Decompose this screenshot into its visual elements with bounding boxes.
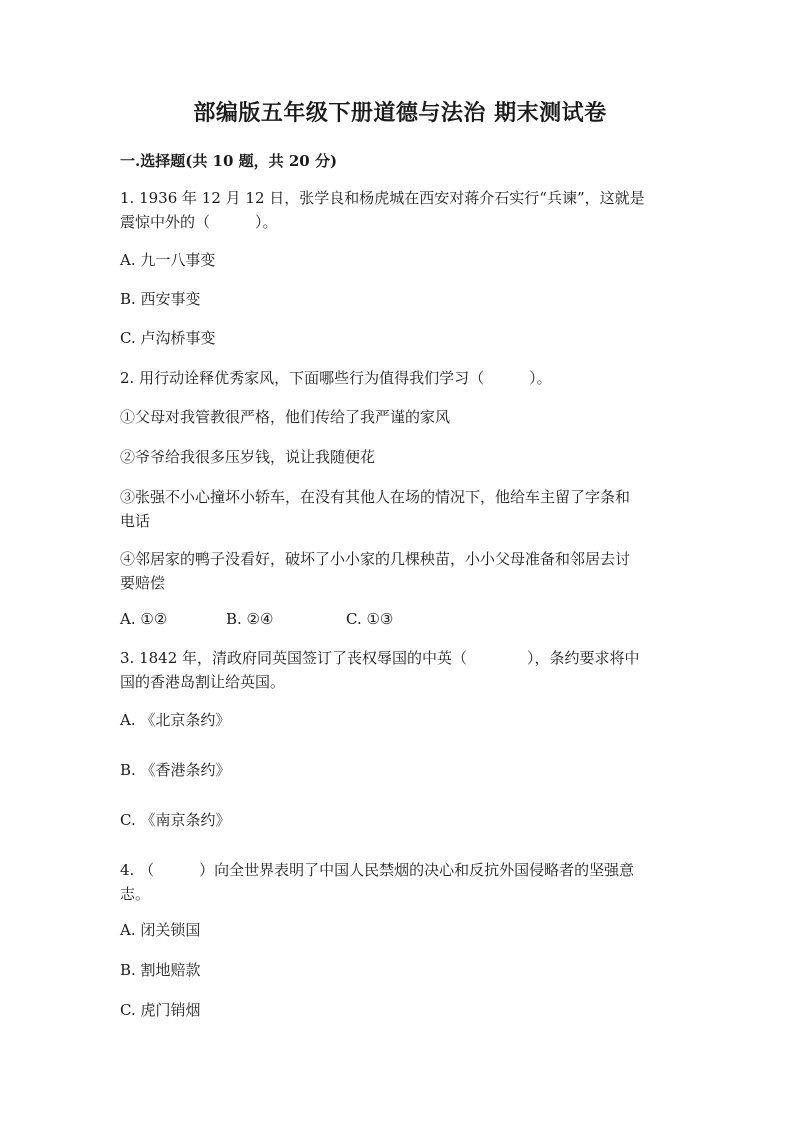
question-3-option-b: B. 《香港条约》 — [120, 761, 231, 779]
question-2-option-b: B. ②④ — [226, 610, 274, 628]
question-2-statement-1: ①父母对我管教很严格，他们传给了我严谨的家风 — [120, 408, 451, 426]
question-4-stem-line-2: 志。 — [120, 885, 151, 903]
question-2-statement-2: ②爷爷给我很多压岁钱，说让我随便花 — [120, 448, 376, 466]
question-4-option-a: A. 闭关锁国 — [120, 921, 201, 939]
question-2-statement-4-line-1: ④邻居家的鸭子没看好，破坏了小小家的几棵秧苗，小小父母准备和邻居去讨 — [120, 550, 631, 568]
question-1-option-b: B. 西安事变 — [120, 290, 201, 308]
question-2-stem-line-1: 2. 用行动诠释优秀家风，下面哪些行为值得我们学习（ ）。 — [120, 369, 552, 387]
question-2-option-a: A. ①② — [120, 610, 168, 628]
question-4-option-b: B. 割地赔款 — [120, 961, 201, 979]
question-1-option-c: C. 卢沟桥事变 — [120, 329, 216, 347]
question-1-stem-line-2: 震惊中外的（ ）。 — [120, 213, 278, 231]
question-4-stem-line-1: 4. （ ）向全世界表明了中国人民禁烟的决心和反抗外国侵略者的坚强意 — [120, 861, 635, 879]
question-3-stem-line-1: 3. 1842 年，清政府同英国签订了丧权辱国的中英（ ），条约要求将中 — [120, 649, 640, 667]
question-2-statement-4-line-2: 要赔偿 — [120, 574, 166, 592]
question-1-stem-line-1: 1. 1936 年 12 月 12 日，张学良和杨虎城在西安对蒋介石实行“兵谏”，这就是 — [120, 189, 645, 207]
question-3-stem-line-2: 国的香港岛割让给英国。 — [120, 673, 286, 691]
question-1-option-a: A. 九一八事变 — [120, 251, 216, 269]
section-heading: 一.选择题(共 10 题，共 20 分) — [120, 152, 338, 170]
question-2-option-c: C. ①③ — [346, 610, 394, 628]
question-2-statement-3-line-2: 电话 — [120, 512, 151, 530]
page-title: 部编版五年级下册道德与法治 期末测试卷 — [193, 100, 607, 126]
question-4-option-c: C. 虎门销烟 — [120, 1001, 201, 1019]
question-3-option-a: A. 《北京条约》 — [120, 711, 231, 729]
question-2-options — [120, 607, 680, 631]
question-2-statement-3-line-1: ③张强不小心撞坏小轿车，在没有其他人在场的情况下，他给车主留了字条和 — [120, 488, 631, 506]
question-3-option-c: C. 《南京条约》 — [120, 811, 231, 829]
